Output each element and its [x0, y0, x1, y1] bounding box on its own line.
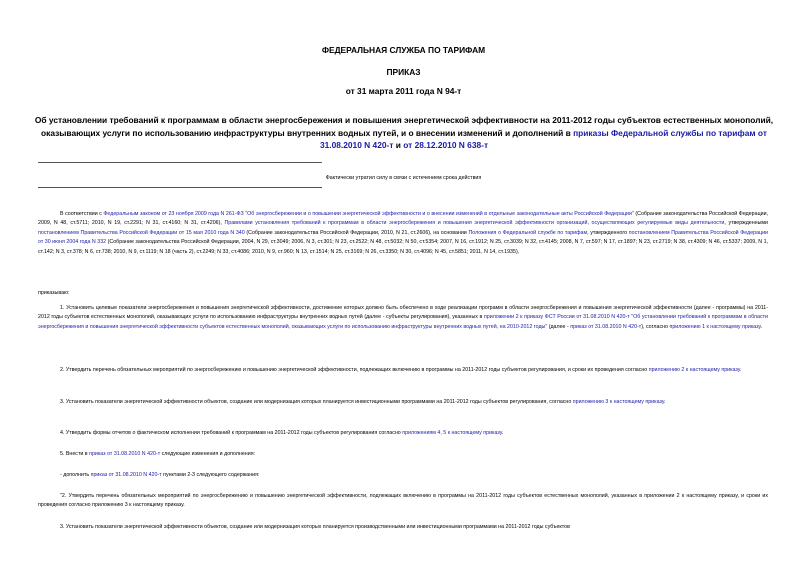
p2-appendix-2-link[interactable]: приложению 2 к настоящему приказу [648, 367, 740, 373]
paragraph-6 [38, 471, 768, 480]
title-link-order-638[interactable]: от 28.12.2010 N 638-т [403, 140, 489, 150]
p1-text-2: (далее - [547, 323, 571, 330]
p1-appendix-1-link[interactable]: приложению 1 к настоящему приказу [669, 323, 761, 330]
fst-regulation-link[interactable]: Положения о Федеральной службе по тарифам [468, 229, 588, 236]
p5-text-2: следующие изменения и дополнения: [160, 451, 256, 457]
p1-text-1: 1. Установить целевые показатели энергосбережения и повышения энергетической эффективности, достижение которых должно быть обеспечено в ходе реализации программ в области энергосбережения и повышения энергетической эффективности (далее - программы) на 2011-2012 годы субъектов естественных монополий, оказывающих услуги по использованию инфраструктуры внутренних водных путей (далее - субъекты регулирования), указанных в [38, 305, 768, 321]
government-decree-332-link[interactable]: постановлением Правительства Российской Федерации от 30 июня 2004 года N 332 [38, 229, 769, 246]
divider-top [38, 162, 322, 163]
p5-order-420-link[interactable]: приказ от 31.08.2010 N 420-т [89, 451, 161, 457]
p7-text: "2. Утвердить перечень обязательных мероприятий по энергосбережению и повышению энергетической эффективности, подлежащих включению в программы на 2011-2012 годы субъектов естественных монополий, указанных в приложении 2 к настоящему приказу, и сроки их проведения согласно приложению 3 к настоящему приказу. [38, 493, 768, 509]
document-type-heading: ПРИКАЗ [386, 67, 421, 77]
preamble-text-2: (Собрание законодательства Российской Федерации, 2009, N 48, ст.5711; 2010, N 19, ст.2291; N 31, ст.4160; N 31, ст.4206), [38, 211, 768, 227]
p6-order-420-link[interactable]: приказ от 31.08.2010 N 420-т [90, 472, 162, 478]
paragraph-5 [38, 450, 768, 459]
p4-appendices-4-5-link[interactable]: приложениям 4, 5 к настоящему приказу [402, 430, 502, 436]
title-conjunction: и [393, 140, 404, 150]
preamble-text-6: (Собрание законодательства Российской Федерации, 2004, N 29, ст.3049; 2006, N 3, ст.301; N 23, ст.2522; N 48, ст.5032; N 50, ст.5354; 2007, N 16, ст.1912; N 25, ст.3039; N 32, ст.4145; 2008, N 7, ст.597; N 17, ст.1897; N 23, ст.2719; N 38, ст.4309; N 46, ст.5337; 2009, N 1, ст.142; N 3, ст.378; N 6, ст.738; 2010, N 9, ст.1119; N 18 (часть 2), ст.2249; N 33, ст.4086; 2010, N 9, ст.960; N 13, ст.1514; N 25, ст.3169; N 26, ст.3350; N 30, ст.4096; N 45, ст.5851; 2011, N 14, ст.1935), [38, 239, 768, 255]
paragraph-4 [38, 429, 768, 438]
divider-bottom [38, 187, 322, 188]
title-text: Об установлении требований к программам в области энергосбережения и повышения энергетической эффективности на 2011-2012 годы субъектов естественных монополий, оказывающих услуги по использованию инфраструктуры внутренних водных путей, и о внесении изменений и дополнений в [34, 115, 774, 138]
p4-text-1: 4. Утвердить формы отчетов о фактическом исполнении требований к программам на 2011-2012 годы субъектов регулирования согласно [60, 430, 403, 436]
p3-text-2: . [663, 399, 666, 405]
preamble-paragraph [38, 210, 768, 257]
paragraph-1 [38, 304, 768, 332]
p1-text-3: ), согласно [641, 323, 670, 330]
p3-text-1: 3. Установить показатели энергетической эффективности объектов, создание или модернизация которых планируется инвестиционными программами на 2011-2012 годы субъектов регулирования, согласно [60, 399, 573, 405]
paragraph-8 [38, 523, 768, 532]
preamble-text-5: , утвержденного [587, 229, 629, 236]
paragraph-3 [38, 398, 768, 407]
paragraph-7 [38, 492, 768, 511]
agency-heading: ФЕДЕРАЛЬНАЯ СЛУЖБА ПО ТАРИФАМ [321, 45, 486, 55]
p1-appendix-2-order-420-link[interactable]: приложении 2 к приказу ФСТ России от 31.08.2010 N 420-т "Об установлении требований к программам в области энергосбережения и повышения энергетической эффективности субъектов естественных монополий, оказывающих услуги по использованию инфраструктуры внутренних водных путей, на 2010-2012 годы" [38, 314, 768, 330]
p2-text-1: 2. Утвердить перечень обязательных мероприятий по энергосбережению и повышению энергетической эффективности, подлежащих включению в программы на 2011-2012 годы субъектов регулирования, и сроки их проведения согласно [60, 367, 649, 373]
p5-text-1: 5. Внести в [60, 451, 90, 457]
government-decree-340-link[interactable]: постановлением Правительства Российской Федерации от 15 мая 2010 года N 340 [38, 229, 245, 236]
preamble-text-4: (Собрание законодательства Российской Федерации, 2010, N 21, ст.2606), на основании [244, 229, 469, 236]
orders-word: приказываю: [38, 290, 70, 296]
rules-link[interactable]: Правилами установления требований к программам в области энергосбережения и повышения энергетической эффективности организаций, осуществляющих регулируемые виды деятельности [224, 220, 725, 227]
p2-text-2: . [739, 367, 742, 373]
document-title [30, 114, 778, 152]
paragraph-2 [38, 366, 768, 375]
p6-text-1: - дополнить [60, 472, 91, 478]
federal-law-261-link[interactable]: Федеральным законом от 23 ноября 2009 года N 261-ФЗ "Об энергосбережении и о повышении энергетической эффективности и о внесении изменений в отдельные законодательные акты Российской Федерации" [103, 211, 634, 217]
date-number-heading: от 31 марта 2011 года N 94-т [345, 86, 462, 96]
status-note: Фактически утратил силу в связи с истечением срока действия [325, 175, 482, 181]
p1-text-4: . [760, 323, 763, 330]
p8-text: 3. Установить показатели энергетической эффективности объектов, создание или модернизация которых планируется производственными или инвестиционными программами на 2011-2012 годы субъектов [60, 524, 570, 530]
title-link-order-420[interactable]: приказы Федеральной службы по тарифам от 31.08.2010 N 420-т [319, 127, 767, 150]
p3-appendix-3-link[interactable]: приложению 3 к настоящему приказу [572, 399, 664, 405]
preamble-text-3: , утвержденными [724, 220, 768, 227]
p1-order-420-link[interactable]: приказ от 31.08.2010 N 420-т [570, 323, 642, 330]
p6-text-2: пунктами 2-3 следующего содержания: [161, 472, 260, 478]
p4-text-2: . [501, 430, 504, 436]
preamble-text-1: В соответствии с [60, 211, 104, 217]
